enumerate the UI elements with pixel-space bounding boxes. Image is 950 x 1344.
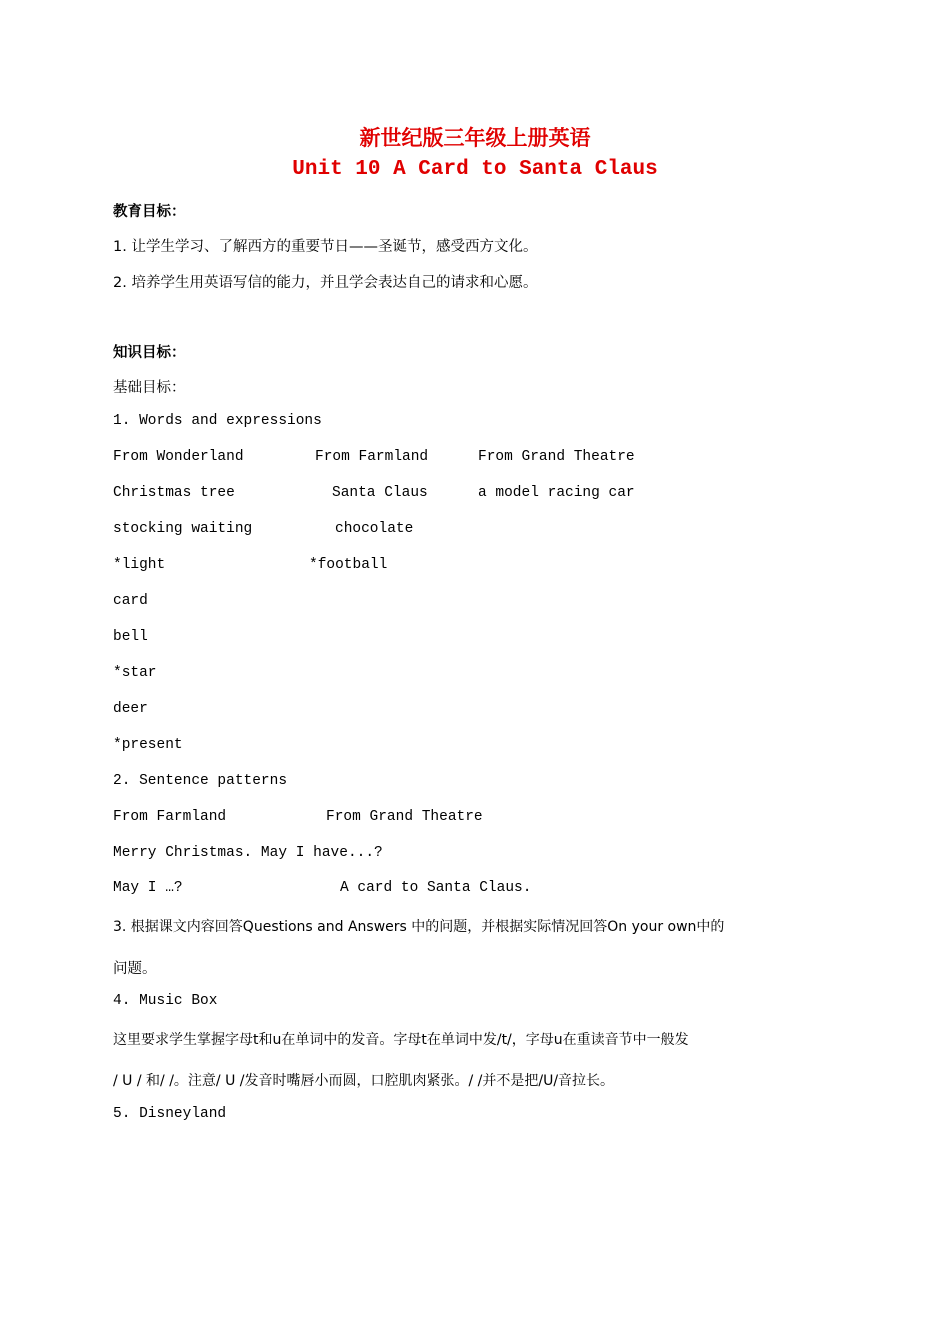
word-cell: Christmas tree [113, 485, 235, 501]
sentence-col-grand-theatre: From Grand Theatre [326, 809, 483, 825]
words-col-farmland: From Farmland [315, 449, 429, 465]
word-item: bell [113, 629, 148, 645]
word-cell: *football [309, 557, 388, 573]
word-item: *present [113, 737, 183, 753]
knowledge-goals-heading: 知识目标： [113, 345, 186, 361]
words-col-wonderland: From Wonderland [113, 449, 244, 465]
word-item: *star [113, 665, 157, 681]
sentence-patterns-heading: 2. Sentence patterns [113, 773, 288, 789]
document-title-unit: Unit 10 A Card to Santa Claus [292, 158, 658, 181]
music-box-line-1: 这里要求学生掌握字母t和u在单词中的发音。字母t在单词中发/t/，字母u在重读音节中一般发 [113, 1032, 689, 1048]
sentence-col-farmland: From Farmland [113, 809, 227, 825]
music-box-heading: 4. Music Box [113, 993, 218, 1009]
music-box-line-2: / U / 和/ /。注意/ U /发音时嘴唇小而圆，口腔肌肉紧张。/ /并不是把/U/音拉长。 [113, 1073, 615, 1089]
education-goal-1: 1. 让学生学习、了解西方的重要节日——圣诞节，感受西方文化。 [113, 239, 538, 255]
word-item: card [113, 593, 148, 609]
words-heading: 1. Words and expressions [113, 413, 322, 429]
document-title-chinese: 新世纪版三年级上册英语 [359, 126, 591, 150]
words-col-grand-theatre: From Grand Theatre [478, 449, 635, 465]
item-3-line-1: 3. 根据课文内容回答Questions and Answers 中的问题，并根据实际情况回答On your own中的 [113, 919, 725, 935]
sentence-cell: Merry Christmas. May I have...? [113, 845, 383, 861]
word-cell: stocking waiting [113, 521, 253, 537]
disneyland-heading: 5. Disneyland [113, 1106, 227, 1122]
education-goals-heading: 教育目标： [113, 204, 186, 220]
sentence-cell: A card to Santa Claus. [340, 880, 532, 896]
word-cell: chocolate [335, 521, 414, 537]
word-cell: Santa Claus [332, 485, 428, 501]
item-3-line-2: 问题。 [113, 961, 157, 977]
basic-goals-heading: 基础目标： [113, 380, 186, 396]
word-cell: *light [113, 557, 166, 573]
word-cell: a model racing car [478, 485, 635, 501]
education-goal-2: 2. 培养学生用英语写信的能力，并且学会表达自己的请求和心愿。 [113, 275, 538, 291]
word-item: deer [113, 701, 148, 717]
sentence-cell: May I …? [113, 880, 183, 896]
